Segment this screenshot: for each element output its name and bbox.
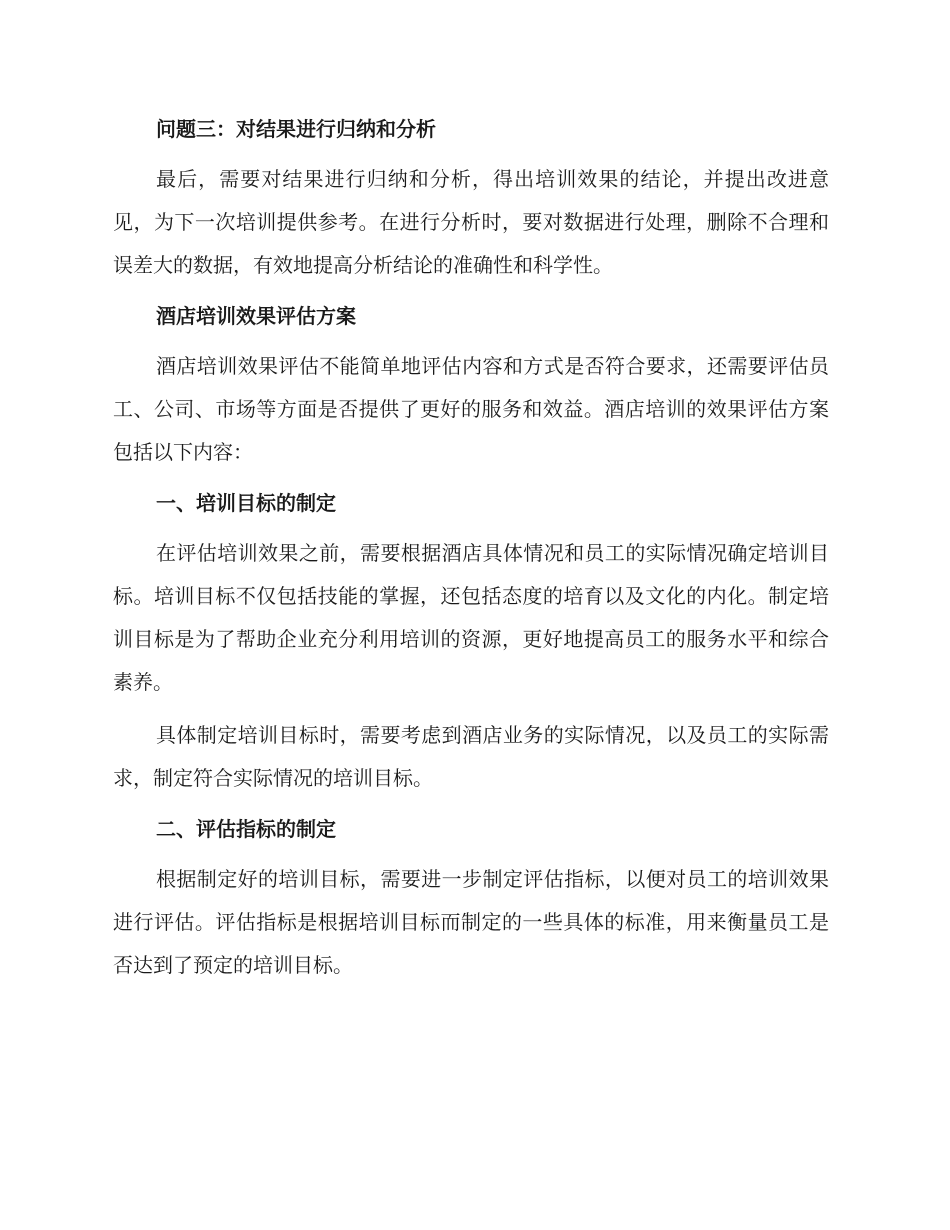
section-heading-training-goals: 一、培训目标的制定 <box>156 491 336 515</box>
document-body <box>113 110 829 997</box>
paragraph-evaluation-indicators: 根据制定好的培训目标，需要进一步制定评估指标，以便对员工的培训效果进行评估。评估指标是根据培训目标而制定的一些具体的标准，用来衡量员工是否达到了预定的培训目标。 <box>113 867 829 977</box>
section-heading-evaluation-plan: 酒店培训效果评估方案 <box>156 304 356 328</box>
section-heading-evaluation-indicators: 二、评估指标的制定 <box>156 817 336 841</box>
paragraph-evaluation-plan-intro: 酒店培训效果评估不能简单地评估内容和方式是否符合要求，还需要评估员工、公司、市场等方面是否提供了更好的服务和效益。酒店培训的效果评估方案包括以下内容： <box>113 354 829 464</box>
paragraph-training-goals: 在评估培训效果之前，需要根据酒店具体情况和员工的实际情况确定培训目标。培训目标不仅包括技能的掌握，还包括态度的培育以及文化的内化。制定培训目标是为了帮助企业充分利用培训的资源，更好地提高员工的服务水平和综合素养。 <box>113 541 829 694</box>
paragraph-summary-analysis: 最后，需要对结果进行归纳和分析，得出培训效果的结论，并提出改进意见，为下一次培训提供参考。在进行分析时，要对数据进行处理，删除不合理和误差大的数据，有效地提高分析结论的准确性和科学性。 <box>113 167 829 277</box>
section-heading-problem-three: 问题三：对结果进行归纳和分析 <box>156 117 436 141</box>
paragraph-training-goals-details: 具体制定培训目标时，需要考虑到酒店业务的实际情况，以及员工的实际需求，制定符合实际情况的培训目标。 <box>113 723 829 790</box>
